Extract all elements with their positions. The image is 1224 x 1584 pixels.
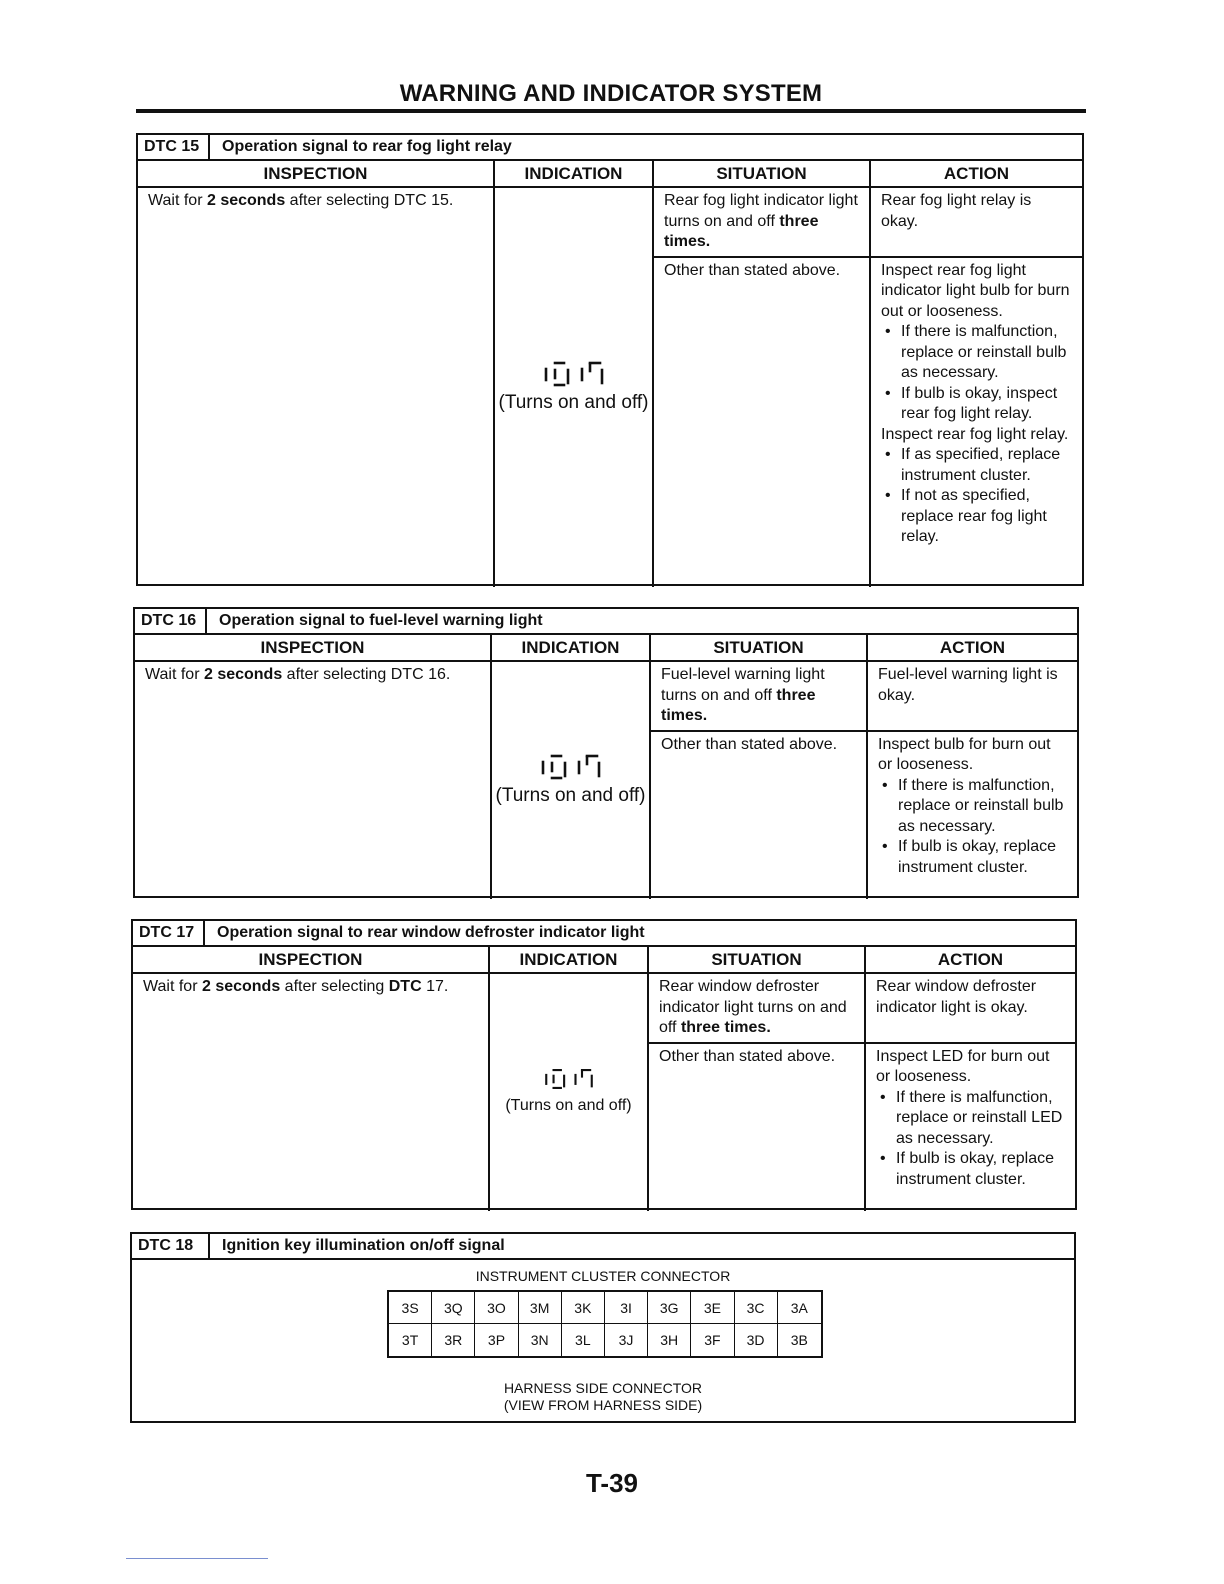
dtc18-table xyxy=(130,1232,1076,1423)
action-cell xyxy=(870,257,1082,587)
situation-cell: Other than stated above. xyxy=(653,257,870,587)
col-inspection: INSPECTION xyxy=(138,161,494,187)
terminal-cell: 3I xyxy=(605,1292,648,1324)
dtc-title: Ignition key illumination on/off signal xyxy=(222,1237,505,1254)
inspection-bold: 2 seconds xyxy=(206,192,286,209)
terminal-cell: 3J xyxy=(605,1324,648,1356)
dtc17-table xyxy=(131,919,1077,1210)
situation-text: Rear fog light indicator light turns on and off xyxy=(664,192,858,230)
terminal-cell: 3O xyxy=(475,1292,518,1324)
inspection-cell xyxy=(133,973,489,1211)
dtc-code: DTC 18 xyxy=(132,1234,210,1258)
bullet-item: • If as specified, replace instrument cluster. xyxy=(881,445,1072,486)
inspection-cell xyxy=(135,661,491,899)
inspection-text-end: after selecting DTC 15. xyxy=(285,192,454,209)
action-text: Inspect rear fog light indicator light bulb for burn out or looseness. xyxy=(881,261,1070,320)
inspection-text-end: after selecting DTC 16. xyxy=(282,666,451,683)
action-text: Inspect rear fog light relay. xyxy=(881,425,1069,443)
inspection-bold: 2 seconds xyxy=(201,978,281,995)
situation-text: Rear window defroster indicator light turns on and off xyxy=(659,978,847,1036)
connector-diagram xyxy=(132,1260,1074,1420)
action-bullets xyxy=(881,445,1072,548)
indication-note: (Turns on and off) xyxy=(498,392,649,413)
dtc16-grid xyxy=(135,635,1077,899)
situation-cell: Other than stated above. xyxy=(648,1043,865,1211)
situation-bold: three times. xyxy=(680,1019,771,1036)
bullet-item: • If there is malfunction, replace or reinstall bulb as necessary. xyxy=(878,776,1067,838)
col-indication: INDICATION xyxy=(489,947,648,973)
dtc15-table xyxy=(136,133,1084,586)
situation-cell xyxy=(648,973,865,1043)
terminal-cell: 3F xyxy=(691,1324,734,1356)
dtc-code: DTC 16 xyxy=(135,609,207,633)
dtc-header xyxy=(132,1234,1074,1260)
situation-cell xyxy=(650,661,867,731)
digit-display-icon xyxy=(539,754,603,780)
dtc-title: Operation signal to rear fog light relay xyxy=(222,138,512,155)
action-text: Inspect bulb for burn out or looseness. xyxy=(878,735,1051,773)
footer-rule xyxy=(126,1558,268,1559)
inspection-bold: 2 seconds xyxy=(203,666,283,683)
indication-note: (Turns on and off) xyxy=(495,785,646,806)
indication-note: (Turns on and off) xyxy=(505,1097,632,1114)
terminal-cell: 3P xyxy=(475,1324,518,1356)
connector-grid xyxy=(387,1290,823,1358)
connector-footer xyxy=(132,1380,1074,1414)
connector-footer-line1: HARNESS SIDE CONNECTOR xyxy=(503,1380,703,1396)
indication-cell xyxy=(491,661,650,899)
col-inspection: INSPECTION xyxy=(135,635,491,661)
page-number: T-39 xyxy=(585,1468,639,1498)
terminal-cell: 3E xyxy=(691,1292,734,1324)
terminal-cell: 3S xyxy=(389,1292,432,1324)
bullet-item: • If bulb is okay, replace instrument cluster. xyxy=(878,837,1067,878)
dtc-code: DTC 17 xyxy=(133,921,205,945)
indication-cell xyxy=(489,973,648,1211)
dtc-header xyxy=(133,921,1075,947)
inspection-bold-dtc: DTC xyxy=(388,978,422,995)
action-cell: Rear fog light relay is okay. xyxy=(870,187,1082,257)
bullet-item: • If bulb is okay, replace instrument cluster. xyxy=(876,1149,1065,1190)
dtc-title: Operation signal to rear window defroster indicator light xyxy=(217,924,645,941)
terminal-cell: 3D xyxy=(735,1324,778,1356)
col-situation: SITUATION xyxy=(650,635,867,661)
terminal-cell: 3H xyxy=(648,1324,691,1356)
action-bullets xyxy=(881,322,1072,425)
terminal-cell: 3Q xyxy=(432,1292,475,1324)
action-cell: Rear window defroster indicator light is okay. xyxy=(865,973,1075,1043)
inspection-text: Wait for xyxy=(148,192,207,209)
terminal-cell: 3G xyxy=(648,1292,691,1324)
connector-footer-line2: (VIEW FROM HARNESS SIDE) xyxy=(503,1397,703,1413)
terminal-cell: 3B xyxy=(790,1332,808,1348)
title-rule xyxy=(136,109,1086,113)
col-indication: INDICATION xyxy=(491,635,650,661)
inspection-text: Wait for xyxy=(145,666,204,683)
action-text: Inspect LED for burn out or looseness. xyxy=(876,1047,1050,1085)
bullet-item: • If there is malfunction, replace or reinstall bulb as necessary. xyxy=(881,322,1072,384)
bullet-item: • If there is malfunction, replace or reinstall LED as necessary. xyxy=(876,1088,1065,1150)
inspection-text-end: 17. xyxy=(421,978,449,995)
terminal-cell: 3R xyxy=(432,1324,475,1356)
terminal-cell: 3K xyxy=(562,1292,605,1324)
action-bullets xyxy=(878,776,1067,879)
digit-display-icon xyxy=(543,1068,595,1090)
inspection-cell xyxy=(138,187,494,587)
terminal-cell: 3N xyxy=(519,1324,562,1356)
action-cell xyxy=(867,731,1077,899)
terminal-cell: 3T xyxy=(389,1324,432,1356)
situation-bold: three times. xyxy=(664,212,819,250)
dtc16-table xyxy=(133,607,1079,898)
col-action: ACTION xyxy=(865,947,1075,973)
dtc-title: Operation signal to fuel-level warning light xyxy=(219,612,543,629)
terminal-cell: 3L xyxy=(562,1324,605,1356)
col-action: ACTION xyxy=(867,635,1077,661)
situation-cell xyxy=(653,187,870,257)
action-cell xyxy=(865,1043,1075,1211)
indication-cell xyxy=(494,187,653,587)
action-cell: Fuel-level warning light is okay. xyxy=(867,661,1077,731)
col-situation: SITUATION xyxy=(653,161,870,187)
dtc15-grid xyxy=(138,161,1082,587)
page-title: WARNING AND INDICATOR SYSTEM xyxy=(399,80,823,107)
situation-cell: Other than stated above. xyxy=(650,731,867,899)
col-inspection: INSPECTION xyxy=(133,947,489,973)
situation-bold: three times. xyxy=(661,686,816,724)
col-action: ACTION xyxy=(870,161,1082,187)
terminal-cell: 3M xyxy=(519,1292,562,1324)
action-bullets xyxy=(876,1088,1065,1191)
dtc-code: DTC 15 xyxy=(138,135,210,159)
bullet-item: • If not as specified, replace rear fog light relay. xyxy=(881,486,1072,548)
inspection-text-mid: after selecting xyxy=(280,978,389,995)
col-situation: SITUATION xyxy=(648,947,865,973)
dtc-header xyxy=(135,609,1077,635)
dtc-header xyxy=(138,135,1082,161)
bullet-item: • If bulb is okay, inspect rear fog light relay. xyxy=(881,384,1072,425)
dtc17-grid xyxy=(133,947,1075,1211)
terminal-cell: 3A xyxy=(778,1292,821,1324)
col-indication: INDICATION xyxy=(494,161,653,187)
connector-title: INSTRUMENT CLUSTER CONNECTOR xyxy=(475,1268,731,1284)
terminal-cell: 3C xyxy=(735,1292,778,1324)
situation-text: Fuel-level warning light turns on and off xyxy=(661,666,825,704)
digit-display-icon xyxy=(542,361,606,387)
inspection-text: Wait for xyxy=(143,978,202,995)
